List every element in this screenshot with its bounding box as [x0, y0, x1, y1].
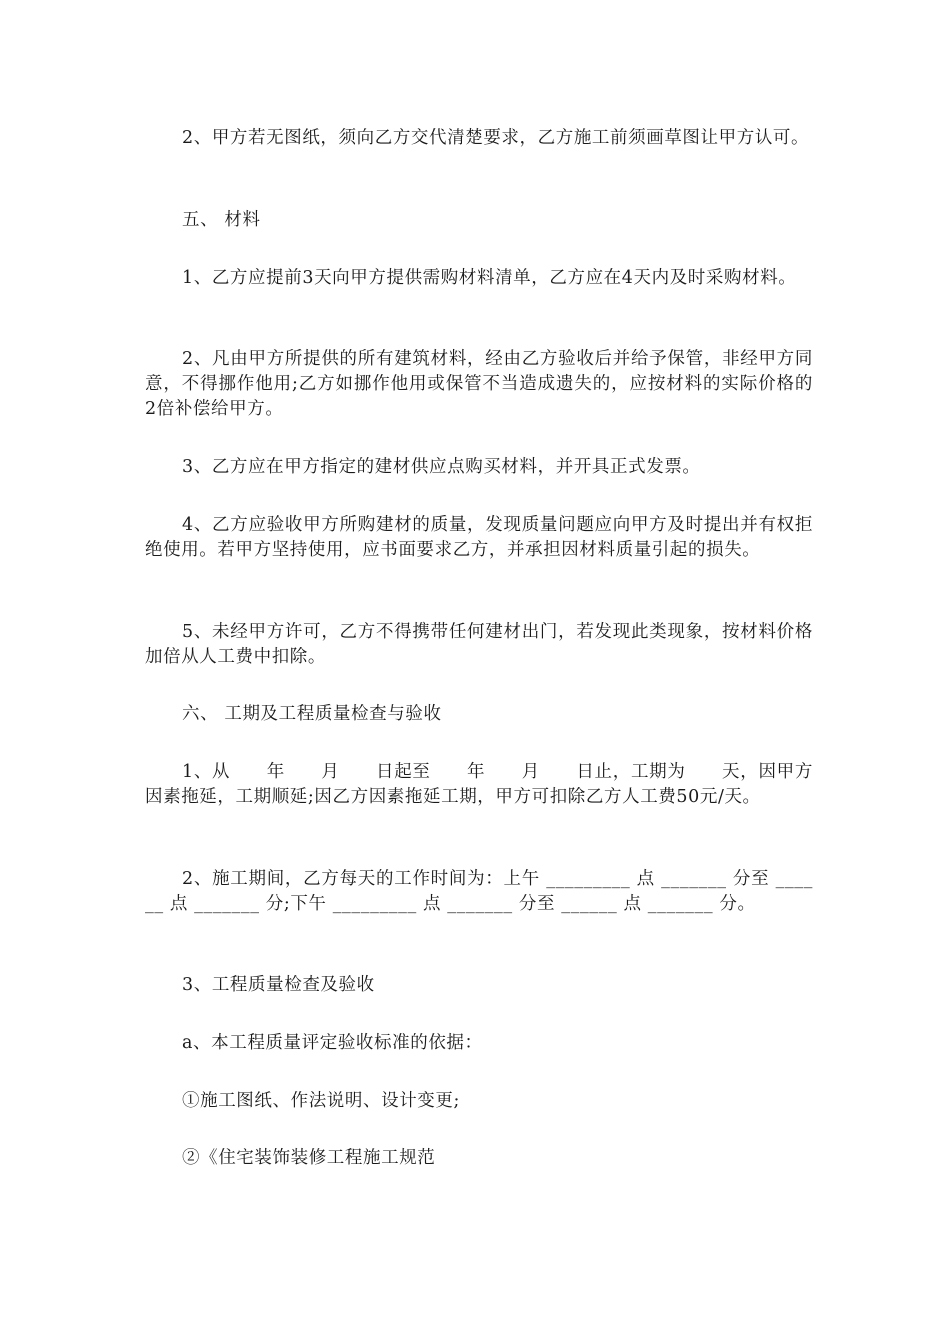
clause-5-2-drawings: 2、甲方若无图纸，须向乙方交代清楚要求，乙方施工前须画草图让甲方认可。 [182, 128, 810, 148]
clause-materials-1: 1、乙方应提前3天向甲方提供需购材料清单，乙方应在4天内及时采购材料。 [182, 268, 797, 288]
clause-materials-4: 4、乙方应验收甲方所购建材的质量，发现质量问题应向甲方及时提出并有权拒绝使用。若甲方坚持使用，应书面要求乙方，并承担因材料质量引起的损失。 [145, 515, 813, 560]
inspection-basis-2: ②《住宅装饰装修工程施工规范 [182, 1148, 436, 1168]
clause-schedule-3-inspection: 3、工程质量检查及验收 [182, 975, 375, 995]
clause-materials-5: 5、未经甲方许可，乙方不得携带任何建材出门，若发现此类现象，按材料价格加倍从人工费中扣除。 [145, 622, 813, 667]
inspection-basis-1: ①施工图纸、作法说明、设计变更; [182, 1091, 460, 1111]
clause-materials-3: 3、乙方应在甲方指定的建材供应点购买材料，并开具正式发票。 [182, 457, 701, 477]
clause-schedule-1: 1、从 年 月 日起至 年 月 日止，工期为 天，因甲方因素拖延，工期顺延;因乙方因素拖延工期，甲方可扣除乙方人工费50元/天。 [145, 762, 813, 807]
section-6-heading-schedule: 六、 工期及工程质量检查与验收 [182, 704, 442, 724]
section-5-heading-materials: 五、 材料 [182, 210, 261, 230]
clause-materials-2: 2、凡由甲方所提供的所有建筑材料，经由乙方验收后并给予保管，非经甲方同意，不得挪作他用;乙方如挪作他用或保管不当造成遗失的，应按材料的实际价格的2倍补偿给甲方。 [145, 349, 813, 419]
clause-schedule-2-work-hours: 2、施工期间，乙方每天的工作时间为：上午 _________ 点 _______ 分至 ______ 点 _______ 分;下午 _________ 点 _______ 分至 ______ 点 _______ 分。 [145, 869, 813, 914]
clause-inspection-a: a、本工程质量评定验收标准的依据： [182, 1033, 483, 1053]
